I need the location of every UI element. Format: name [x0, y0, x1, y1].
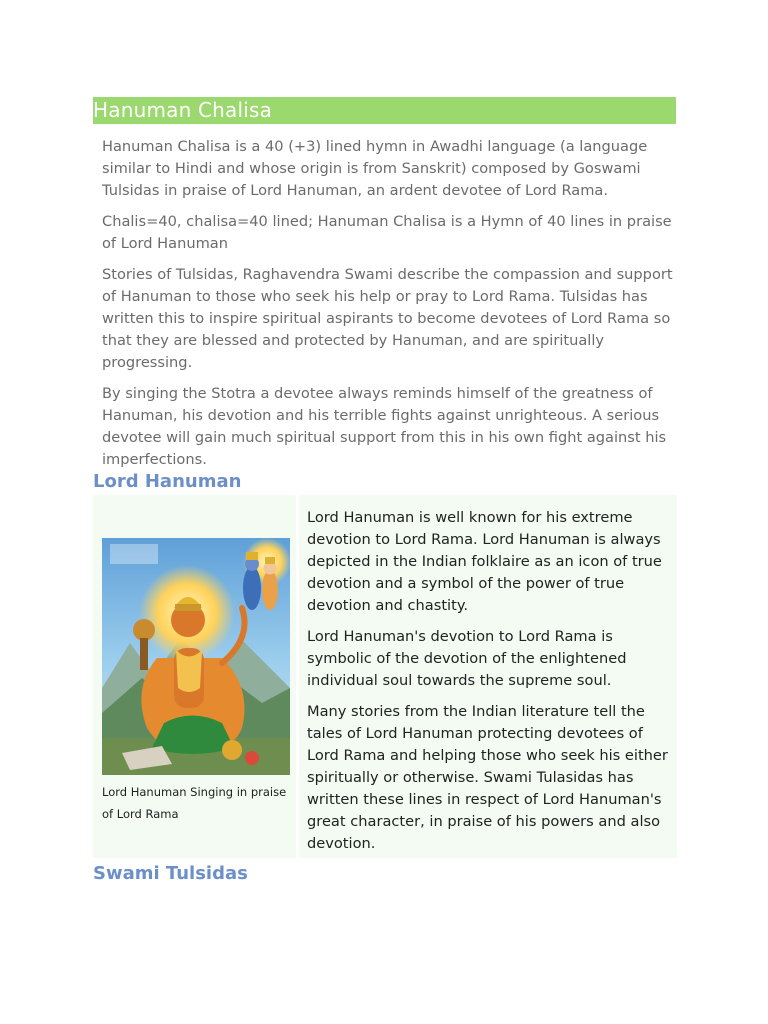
hanuman-illustration [102, 538, 290, 775]
intro-paragraph: Hanuman Chalisa is a 40 (+3) lined hymn in Awadhi language (a language similar to Hindi and whose origin is from Sanskrit) composed by Goswami Tulsidas in praise of Lord Hanuman, an ardent devotee of Lord Rama. [102, 138, 648, 199]
image-caption: Lord Hanuman Singing in praise of Lord Rama [102, 785, 287, 821]
feature-paragraph: Lord Hanuman's devotion to Lord Rama is symbolic of the devotion of the enlightened individual soul towards the supreme soul. [307, 628, 627, 689]
intro-paragraph: Chalis=40, chalisa=40 lined; Hanuman Chalisa is a Hymn of 40 lines in praise of Lord Hanuman [102, 213, 672, 252]
intro-paragraph: Stories of Tulsidas, Raghavendra Swami describe the compassion and support of Hanuman to those who seek his help or pray to Lord Rama. Tulsidas has written this to inspire spiritual aspirants to become devotees of Lord Rama so that they are blessed and protected by Hanuman, and are spiritually progressing. [102, 266, 673, 371]
intro-paragraph: By singing the Stotra a devotee always reminds himself of the greatness of Hanuman, his devotion and his terrible fights against unrighteous. A serious devotee will gain much spiritual support from this in his own fight against his imperfections. [102, 385, 667, 468]
feature-paragraph: Lord Hanuman is well known for his extreme devotion to Lord Rama. Lord Hanuman is always depicted in the Indian folklaire as an icon of true devotion and a symbol of the power of true devotion and chastity. [307, 509, 662, 614]
section-heading-swami-tulsidas: Swami Tulsidas [93, 863, 248, 884]
page-title: Hanuman Chalisa [93, 97, 676, 124]
feature-paragraph: Many stories from the Indian literature tell the tales of Lord Hanuman protecting devotees of Lord Rama and helping those who seek his either spiritually or otherwise. Swami Tulasidas has written these lines in respect of Lord Hanuman's great character, in praise of his powers and also devotion. [307, 703, 668, 852]
intro-section [102, 136, 674, 480]
feature-text-column [307, 507, 673, 864]
lord-hanuman-feature-box [93, 495, 677, 858]
section-heading-lord-hanuman: Lord Hanuman [93, 471, 242, 492]
